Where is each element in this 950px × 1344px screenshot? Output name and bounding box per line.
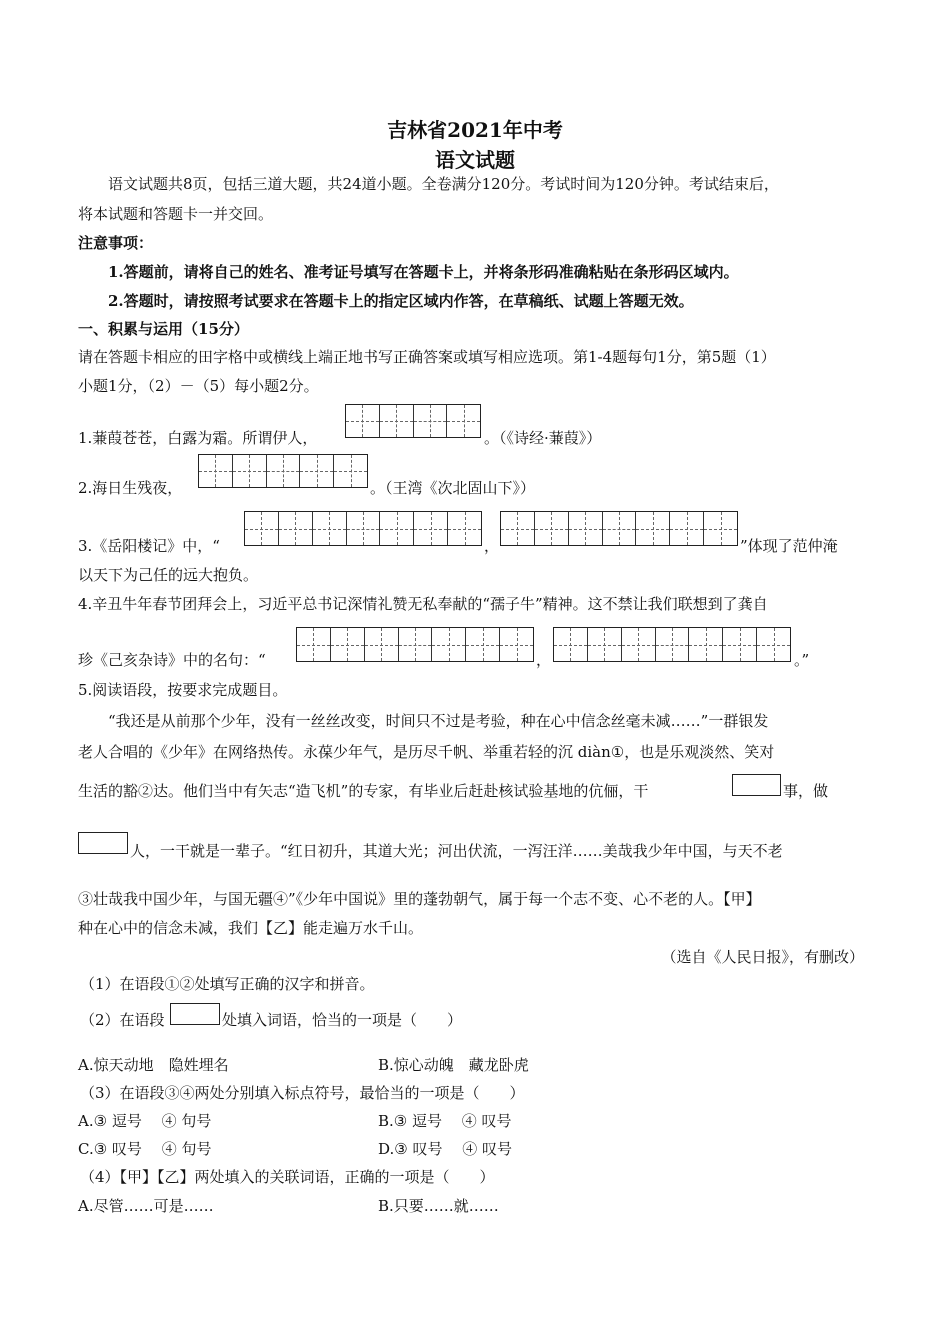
q5-sub-2-box (170, 1003, 220, 1025)
q2-answer-grid[interactable] (198, 454, 368, 488)
q5-sub-2-suffix: 处填入词语，恰当的一项是（ ） (222, 1011, 463, 1029)
intro-line-1: 语文试题共8页，包括三道大题，共24道小题。全卷满分120分。考试时间为120分钟。考试结束后， (108, 175, 779, 193)
q5-sub-3: （3）在语段③④两处分别填入标点符号，最恰当的一项是（ ） (80, 1084, 525, 1102)
q5-sub-4-option-a[interactable]: A.尽管……可是…… (78, 1197, 214, 1215)
q3-line-2: 以天下为己任的远大抱负。 (78, 566, 259, 584)
notes-item-2: 2.答题时，请按照考试要求在答题卡上的指定区域内作答，在草稿纸、试题上答题无效。 (108, 292, 694, 310)
q4-line-1: 4.辛丑牛年春节团拜会上，习近平总书记深情礼赞无私奉献的“孺子牛”精神。这不禁让我们联想到了龚自 (78, 595, 768, 613)
q3-prefix: 3.《岳阳楼记》中，“ (78, 537, 220, 555)
q5-passage-line-1: “我还是从前那个少年，没有一丝丝改变，时间只不过是考验，种在心中信念丝毫未减……”一群银发 (108, 712, 769, 730)
q5-title: 5.阅读语段，按要求完成题目。 (78, 681, 288, 699)
q5-blank-1[interactable] (732, 774, 781, 796)
exam-title: 吉林省2021年中考 (387, 118, 563, 142)
q3-answer-grid-2[interactable] (500, 511, 738, 546)
q4-answer-grid-2[interactable] (553, 627, 791, 662)
section-1-heading: 一、积累与运用（15分） (78, 320, 249, 338)
q5-passage-line-3-end: 事，做 (783, 782, 829, 800)
q5-sub-3-option-a[interactable]: A.③ 逗号 ④ 句号 (78, 1112, 212, 1130)
q5-passage-line-3: 生活的豁②达。他们当中有矢志“造飞机”的专家，有毕业后赶赴核试验基地的伉俪，干 (78, 782, 649, 800)
q3-comma: ， (484, 537, 500, 555)
exam-subtitle: 语文试题 (435, 148, 515, 172)
q4-prefix: 珍《己亥杂诗》中的名句：“ (78, 651, 266, 669)
q3-answer-grid-1[interactable] (244, 511, 482, 546)
q5-sub-4: （4）【甲】【乙】两处填入的关联词语，正确的一项是（ ） (80, 1168, 495, 1186)
intro-line-2: 将本试题和答题卡一并交回。 (78, 205, 274, 223)
q1-prefix: 1.蒹葭苍苍，白露为霜。所谓伊人， (78, 429, 318, 447)
q5-passage-line-2: 老人合唱的《少年》在网络热传。永葆少年气，是历尽千帆、举重若轻的沉 diàn①，也是乐观淡然、笑对 (78, 743, 775, 761)
q5-blank-2[interactable] (78, 832, 128, 854)
q5-source: （选自《人民日报》，有删改） (661, 948, 864, 966)
q5-sub-2-option-a[interactable]: A.惊天动地 隐姓埋名 (78, 1056, 229, 1074)
q5-sub-4-option-b[interactable]: B.只要……就…… (378, 1197, 499, 1215)
q5-sub-3-option-c[interactable]: C.③ 叹号 ④ 句号 (78, 1140, 212, 1158)
q5-passage-line-6: 种在心中的信念未减，我们【乙】能走遍万水千山。 (78, 919, 424, 937)
notes-heading: 注意事项： (78, 234, 154, 252)
q1-answer-grid[interactable] (345, 404, 481, 438)
q3-suffix: ”体现了范仲淹 (740, 537, 838, 555)
q1-suffix: 。（《诗经·蒹葭》） (484, 429, 602, 447)
q5-sub-3-option-d[interactable]: D.③ 叹号 ④ 叹号 (378, 1140, 513, 1158)
q5-passage-line-5: ③壮哉我中国少年，与国无疆④”《少年中国说》里的蓬勃朝气，属于每一个志不变、心不老的人。【甲】 (78, 890, 761, 908)
section-1-instruction-1: 请在答题卡相应的田字格中或横线上端正地书写正确答案或填写相应选项。第1-4题每句1分，第5题（1） (78, 348, 776, 366)
q5-sub-1: （1）在语段①②处填写正确的汉字和拼音。 (80, 975, 375, 993)
q5-passage-line-4: 人，一干就是一辈子。“红日初升，其道大光；河出伏流，一泻汪洋……美哉我少年中国，与天不老 (130, 842, 783, 860)
q2-suffix: 。（王湾《次北固山下》） (370, 479, 536, 497)
q4-answer-grid-1[interactable] (296, 627, 534, 662)
q5-sub-3-option-b[interactable]: B.③ 逗号 ④ 叹号 (378, 1112, 512, 1130)
q4-suffix: 。” (794, 651, 810, 669)
q5-sub-2-option-b[interactable]: B.惊心动魄 藏龙卧虎 (378, 1056, 529, 1074)
section-1-instruction-2: 小题1分，（2）－（5）每小题2分。 (78, 377, 319, 395)
notes-item-1: 1.答题前，请将自己的姓名、准考证号填写在答题卡上，并将条形码准确粘贴在条形码区域内。 (108, 263, 739, 281)
q2-prefix: 2.海日生残夜， (78, 479, 183, 497)
q4-comma: ， (536, 651, 552, 669)
q5-sub-2-prefix: （2）在语段 (80, 1011, 165, 1029)
